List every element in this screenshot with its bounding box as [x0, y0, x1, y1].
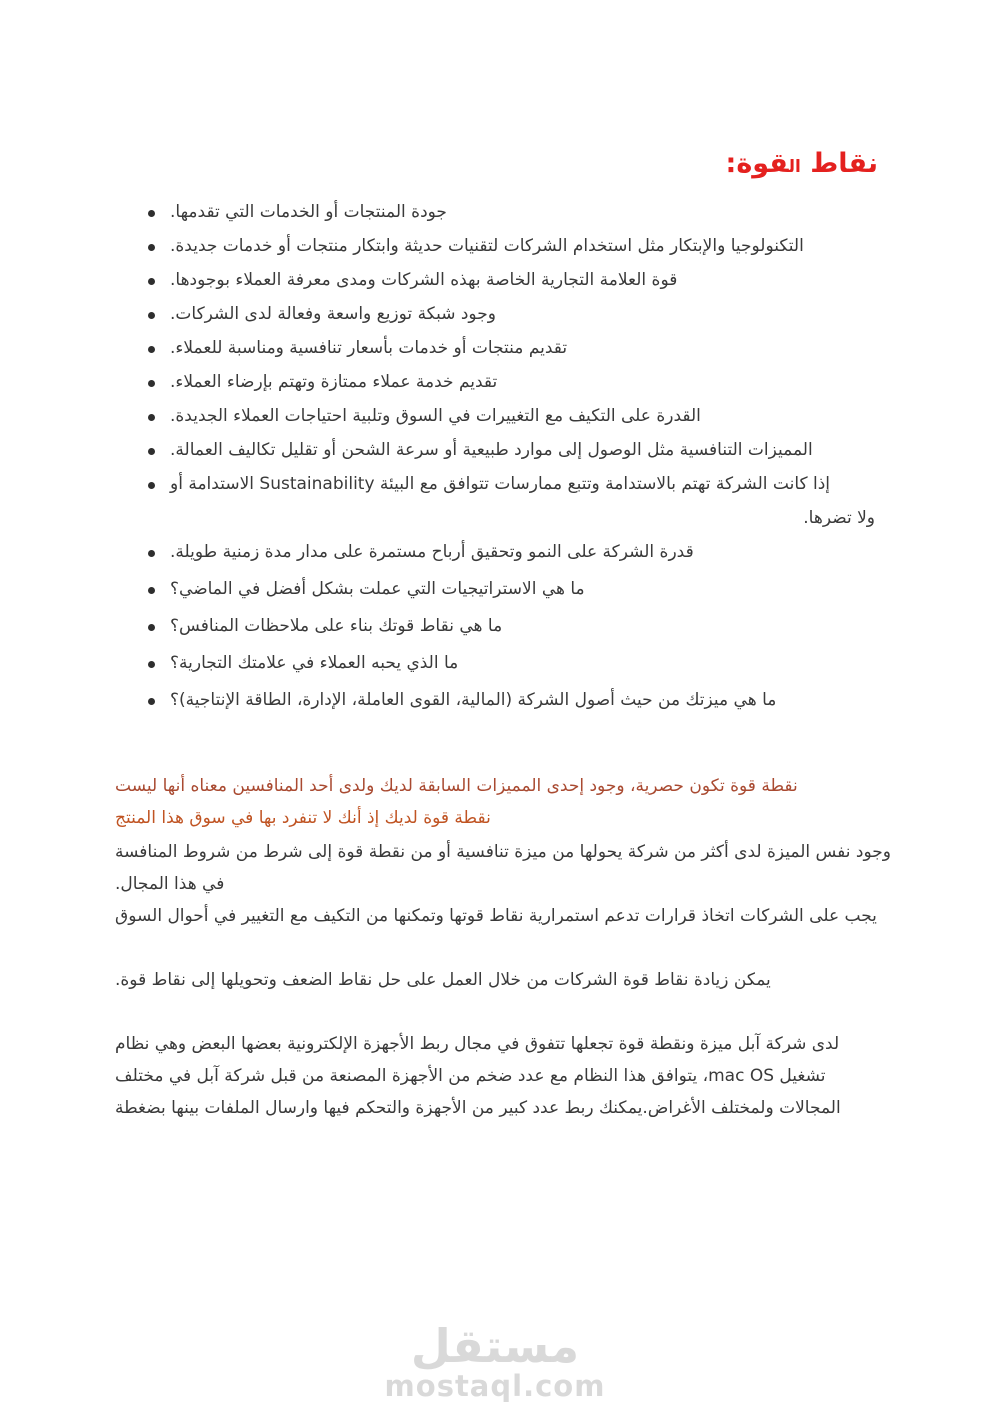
list-item-text: إذا كانت الشركة تهتم بالاستدامة وتتبع ممارسات تتوافق مع البيئة Sustainability الاستدامة أو: [170, 474, 831, 494]
page-title-post: قوة:: [725, 148, 789, 179]
paragraph-line: المجالات ولمختلف الأغراض.يمكنك ربط عدد كبير من الأجهزة والتحكم فيها وارسال الملفات بينها بضغطة: [115, 1098, 841, 1118]
list-item-text: ما الذي يحبه العملاء في علامتك التجارية؟: [170, 653, 459, 673]
bullet-icon: [148, 380, 155, 387]
list-item-continuation: ولا تضرها.: [803, 508, 875, 528]
list-item-question: [148, 689, 990, 711]
red-note-line-2: نقطة قوة لديك إذ أنك لا تنفرد بها في سوق هذا المنتج: [115, 808, 491, 828]
list-item-question: [148, 578, 990, 600]
list-item-text: ما هي الاستراتيجيات التي عملت بشكل أفضل في الماضي؟: [170, 579, 585, 599]
bullet-icon: [148, 550, 155, 557]
list-item-text: المميزات التنافسية مثل الوصول إلى موارد طبيعية أو سرعة الشحن أو تقليل تكاليف العمالة.: [170, 440, 813, 460]
list-item-text: قدرة الشركة على النمو وتحقيق أرباح مستمرة على مدار مدة زمنية طويلة.: [170, 542, 694, 562]
list-item-question: [148, 615, 990, 637]
strength-points-list: [0, 201, 990, 711]
list-item-text: تقديم خدمة عملاء ممتازة وتهتم بإرضاء العملاء.: [170, 372, 498, 392]
list-item: [148, 337, 990, 359]
list-item: [148, 405, 990, 427]
bullet-icon: [148, 661, 155, 668]
list-item-text: القدرة على التكيف مع التغييرات في السوق وتلبية احتياجات العملاء الجديدة.: [170, 406, 701, 426]
page-title-pre: نقاط: [800, 148, 878, 179]
page-title: [0, 146, 878, 185]
list-item-text: التكنولوجيا والإبتكار مثل استخدام الشركات لتقنيات حديثة وابتكار منتجات أو خدمات جديدة.: [170, 236, 804, 256]
mostaql-logo: مستقل: [410, 1319, 580, 1373]
list-item-question: [148, 652, 990, 674]
list-item-text: تقديم منتجات أو خدمات بأسعار تنافسية ومناسبة للعملاء.: [170, 338, 568, 358]
bullet-icon: [148, 278, 155, 285]
watermark: [0, 1319, 990, 1403]
list-item: [148, 371, 990, 393]
bullet-icon: [148, 698, 155, 705]
bullet-icon: [148, 414, 155, 421]
list-item: [148, 473, 990, 495]
list-item-text: قوة العلامة التجارية الخاصة بهذه الشركات ومدى معرفة العملاء بوجودها.: [170, 270, 678, 290]
red-note-line-1: نقطة قوة تكون حصرية، وجود إحدى المميزات السابقة لديك ولدى أحد المنافسين معناه أنها ليست: [115, 776, 798, 796]
list-item-text: جودة المنتجات أو الخدمات التي تقدمها.: [170, 202, 447, 222]
list-item: [148, 303, 990, 325]
page-title-small: ال: [788, 157, 801, 177]
paragraph-line: يمكن زيادة نقاط قوة الشركات من خلال العمل على حل نقاط الضعف وتحويلها إلى نقاط قوة.: [115, 970, 771, 990]
bullet-icon: [148, 448, 155, 455]
paragraph-line: يجب على الشركات اتخاذ قرارات تدعم استمرارية نقاط قوتها وتمكنها من التكيف مع التغيير في أحوال السوق: [115, 906, 877, 926]
list-item: [148, 201, 990, 223]
bullet-icon: [148, 312, 155, 319]
paragraph-line: وجود نفس الميزة لدى أكثر من شركة يحولها من ميزة تنافسية أو من نقطة قوة إلى شرط من شروط المنافسة: [115, 842, 891, 862]
mostaql-url: mostaql.com: [384, 1369, 606, 1403]
paragraph-line: في هذا المجال.: [115, 874, 225, 894]
bullet-icon: [148, 210, 155, 217]
paragraph-line: لدى شركة آبل ميزة ونقطة قوة تجعلها تتفوق في مجال ربط الأجهزة الإلكترونية بعضها البعض وهي نظام: [115, 1034, 840, 1054]
list-item-text: ما هي ميزتك من حيث أصول الشركة (المالية، القوى العاملة، الإدارة، الطاقة الإنتاجية)؟: [170, 690, 777, 710]
bullet-icon: [148, 587, 155, 594]
bullet-icon: [148, 624, 155, 631]
list-item: [148, 541, 990, 563]
document-page: [0, 146, 990, 1426]
bullet-icon: [148, 244, 155, 251]
list-item: [148, 439, 990, 461]
list-item: [148, 235, 990, 257]
list-item-text: ما هي نقاط قوتك بناء على ملاحظات المنافس؟: [170, 616, 503, 636]
list-item: [148, 269, 990, 291]
bullet-icon: [148, 346, 155, 353]
paragraph-line: تشغيل mac OS، يتوافق هذا النظام مع عدد ضخم من الأجهزة المصنعة من قبل شركة آبل في مختلف: [115, 1066, 826, 1086]
bullet-icon: [148, 482, 155, 489]
list-item-text: وجود شبكة توزيع واسعة وفعالة لدى الشركات.: [170, 304, 496, 324]
